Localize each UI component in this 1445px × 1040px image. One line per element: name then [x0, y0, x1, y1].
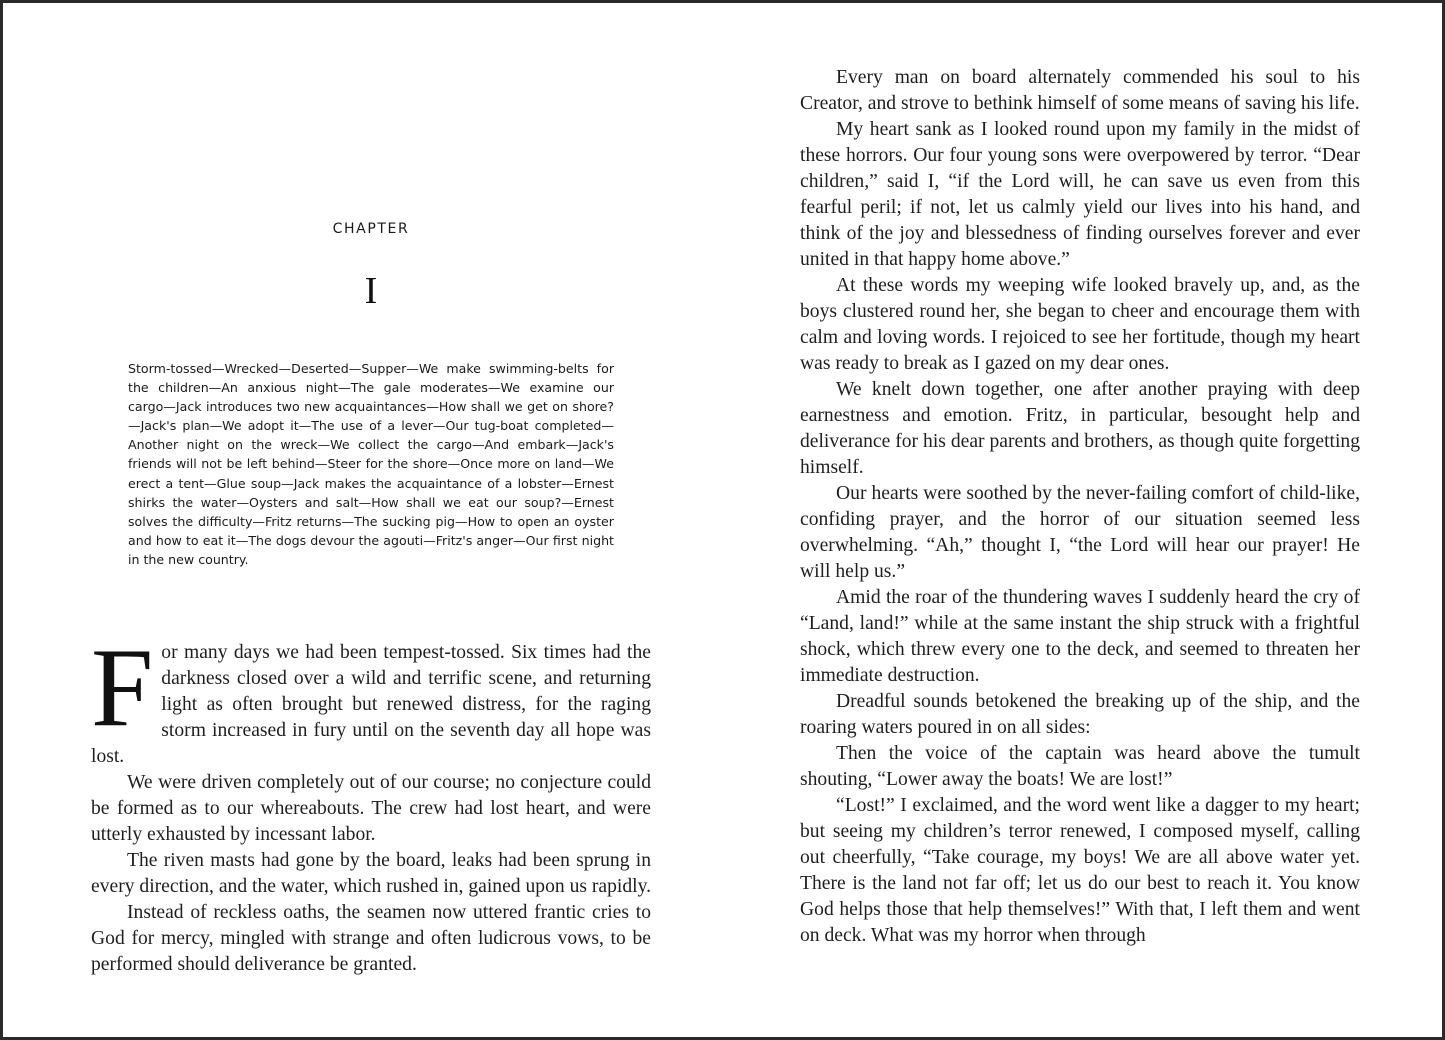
paragraph: Our hearts were soothed by the never-failing comfort of child-like, confiding prayer, and the horror of our situation seemed less overwhelming. “Ah,” thought I, “the Lord will hear our prayer! He will help us.”	[800, 483, 1360, 582]
paragraph: Every man on board alternately commended his soul to his Creator, and strove to bethink himself of some means of saving his life.	[800, 67, 1360, 114]
left-body-text	[91, 626, 652, 978]
opening-text: or many days we had been tempest-tossed. Six times had the darkness closed over a wild and terrific scene, and returning light as often brought but renewed distress, for the raging storm increased in fury until on the seventh day all hope was lost.	[91, 642, 651, 767]
paragraph: At these words my weeping wife looked bravely up, and, as the boys clustered round her, she began to cheer and encourage them with calm and loving words. I rejoiced to see her fortitude, though my heart was ready to break as I gazed on my dear ones.	[800, 275, 1360, 374]
paragraph-opening	[91, 626, 651, 770]
paragraph: My heart sank as I looked round upon my family in the midst of these horrors. Our four young sons were overpowered by terror. “Dear children,” said I, “if the Lord will, he can save us even from this fearful peril; if not, let us calmly yield our lives into his hand, and think of the joy and blessedness of finding ourselves forever and ever united in that happy home above.”	[800, 119, 1360, 270]
paragraph: “Lost!” I exclaimed, and the word went like a dagger to my heart; but seeing my children’s terror renewed, I composed myself, calling out cheerfully, “Take courage, my boys! We are all above water yet. There is the land not far off; let us do our best to reach it. You know God helps those that help themselves!” With that, I left them and went on deck. What was my horror when through	[800, 795, 1360, 946]
chapter-label: CHAPTER	[332, 221, 410, 237]
paragraph: Amid the roar of the thundering waves I suddenly heard the cry of “Land, land!” while at the same instant the ship struck with a frightful shock, which threw every one to the deck, and seemed to threaten her immediate destruction.	[800, 587, 1360, 686]
right-page	[800, 3, 1360, 1037]
paragraph: Dreadful sounds betokened the breaking up of the ship, and the roaring waters poured in on all sides:	[800, 691, 1360, 738]
left-page	[91, 3, 651, 1037]
right-body-text	[800, 65, 1360, 949]
paragraph: We were driven completely out of our course; no conjecture could be formed as to our whereabouts. The crew had lost heart, and were utterly exhausted by incessant labor.	[91, 772, 651, 845]
chapter-number: I	[364, 270, 378, 312]
paragraph: Instead of reckless oaths, the seamen now uttered frantic cries to God for mercy, mingled with strange and often ludicrous vows, to be performed should deliverance be granted.	[91, 902, 651, 975]
paragraph: The riven masts had gone by the board, leaks had been sprung in every direction, and the water, which rushed in, gained upon us rapidly.	[91, 850, 652, 897]
paragraph: We knelt down together, one after another praying with deep earnestness and emotion. Fritz, in particular, besought help and deliverance for his dear parents and brothers, as though quite forgetting himself.	[800, 379, 1360, 478]
paragraph: Then the voice of the captain was heard above the tumult shouting, “Lower away the boats! We are lost!”	[800, 743, 1360, 790]
drop-cap: F	[91, 626, 154, 750]
chapter-summary: Storm-tossed—Wrecked—Deserted—Supper—We make swimming-belts for the children—An anxious night—The gale moderates—We examine our cargo—Jack introduces two new acquaintances—How shall we get on shore?—Jack's plan—We adopt it—The use of a lever—Our tug-boat completed—Another night on the wreck—We collect the cargo—And embark—Jack's friends will not be left behind—Steer for the shore—Once more on land—We erect a tent—Glue soup—Jack makes the acquaintance of a lobster—Ernest shirks the water—Oysters and salt—How shall we eat our soup?—Ernest solves the difficulty—Fritz returns—The sucking pig—How to open an oyster and how to eat it—The dogs devour the agouti—Fritz's anger—Our first night in the new country.	[128, 361, 614, 567]
